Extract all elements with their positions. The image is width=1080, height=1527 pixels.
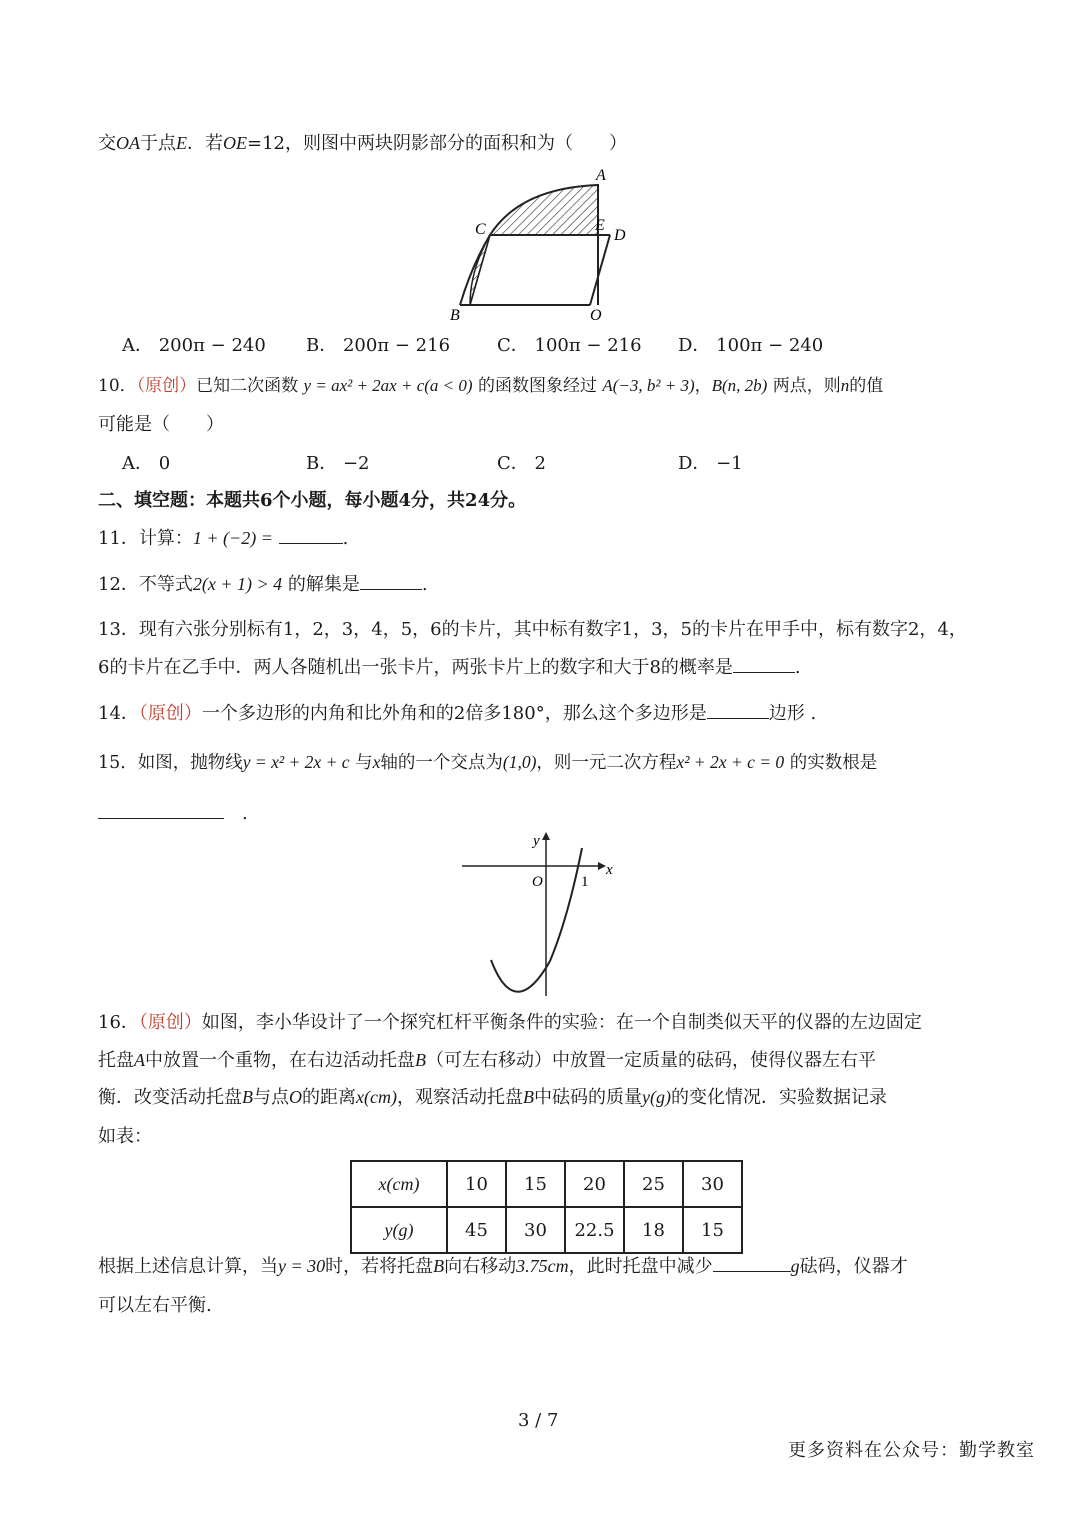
shaded-region-top — [490, 185, 598, 235]
table-cell: 30 — [683, 1161, 742, 1207]
label-e: E — [595, 217, 605, 234]
q16-line3: 衡．改变活动托盘B与点O的距离x(cm)，观察活动托盘B中砝码的质量y(g)的变化情况．实验数据记录 — [98, 1087, 887, 1108]
original-tag: （原创） — [136, 376, 197, 396]
original-tag: （原创） — [138, 1012, 202, 1033]
table-cell: 15 — [506, 1161, 565, 1207]
section-heading: 二、填空题：本题共6个小题，每小题4分，共24分。 — [98, 490, 527, 511]
parabola-curve — [491, 848, 582, 992]
label-x: x — [606, 862, 613, 878]
label-y: y — [533, 833, 540, 849]
label-one: 1 — [581, 874, 589, 890]
table-header-y: y(g) — [351, 1207, 447, 1253]
q13-answer-blank[interactable] — [733, 654, 795, 673]
q9-figure — [440, 160, 640, 325]
q13-line1: 13．现有六张分别标有1，2，3，4，5，6的卡片，其中标有数字1，3，5的卡片在甲手中，标有数字2，4， — [98, 619, 967, 640]
q15-figure — [460, 828, 620, 998]
table-cell: 18 — [624, 1207, 683, 1253]
label-d: D — [614, 227, 626, 244]
y-axis-arrow — [542, 832, 550, 840]
q16-after-line2: 可以左右平衡. — [98, 1295, 212, 1316]
q9-text: 交OA于点E．若OE=12，则图中两块阴影部分的面积和为（ ） — [98, 133, 627, 154]
label-c: C — [475, 221, 486, 238]
x-axis-arrow — [598, 862, 606, 870]
segment-do — [590, 235, 610, 305]
q16-answer-blank[interactable] — [713, 1253, 791, 1272]
q10-option-a[interactable]: A． 0 — [122, 453, 171, 474]
data-table — [350, 1160, 743, 1254]
q16-line4: 如表： — [98, 1126, 152, 1147]
q15-line2: . — [98, 800, 248, 827]
table-cell: 10 — [447, 1161, 506, 1207]
original-tag: （原创） — [138, 703, 202, 724]
q14: 14．（原创）一个多边形的内角和比外角和的2倍多180°，那么这个多边形是 边形 . — [98, 700, 816, 727]
q12-answer-blank[interactable] — [360, 571, 422, 590]
q16-line1: 16．（原创）如图，李小华设计了一个探究杠杆平衡条件的实验：在一个自制类似天平的仪器的左边固定 — [98, 1012, 922, 1033]
table-cell: 20 — [565, 1161, 624, 1207]
table-cell: 15 — [683, 1207, 742, 1253]
q12: 12．不等式2(x + 1) > 4 的解集是 . — [98, 571, 428, 598]
q9-option-a[interactable]: A． 200π − 240 — [122, 335, 266, 356]
table-row — [351, 1207, 742, 1253]
label-a: A — [596, 167, 606, 184]
q10-line2: 可能是（ ） — [98, 414, 224, 435]
q10-option-b[interactable]: B． −2 — [306, 453, 370, 474]
q11-answer-blank[interactable] — [279, 525, 343, 544]
label-o: O — [590, 307, 602, 324]
q9-option-b[interactable]: B． 200π − 216 — [306, 335, 451, 356]
page-number: 3 / 7 — [518, 1410, 559, 1431]
q14-answer-blank[interactable] — [707, 700, 769, 719]
q9-option-c[interactable]: C． 100π − 216 — [497, 335, 642, 356]
q10-line1: 10．（原创）已知二次函数 y = ax² + 2ax + c(a < 0) 的函数图象经过 A(−3, b² + 3)，B(n, 2b) 两点，则n的值 — [98, 376, 884, 396]
q15-line1: 15．如图，抛物线y = x² + 2x + c 与x轴的一个交点为(1,0)，则一元二次方程x² + 2x + c = 0 的实数根是 — [98, 752, 878, 773]
table-row — [351, 1161, 742, 1207]
table-cell: 25 — [624, 1161, 683, 1207]
table-cell: 22.5 — [565, 1207, 624, 1253]
q16-after-line1: 根据上述信息计算，当y = 30时，若将托盘B向右移动3.75cm，此时托盘中减少 g砝码，仪器才 — [98, 1253, 908, 1280]
q10-option-c[interactable]: C． 2 — [497, 453, 546, 474]
q9-option-d[interactable]: D． 100π − 240 — [678, 335, 824, 356]
footer-note: 更多资料在公众号：勤学教室 — [788, 1440, 1035, 1461]
table-cell: 30 — [506, 1207, 565, 1253]
table-header-x: x(cm) — [351, 1161, 447, 1207]
q10-option-d[interactable]: D． −1 — [678, 453, 743, 474]
q13-line2: 6的卡片在乙手中．两人各随机出一张卡片，两张卡片上的数字和大于8的概率是 . — [98, 654, 801, 681]
q16-line2: 托盘A中放置一个重物，在右边活动托盘B（可左右移动）中放置一定质量的砝码，使得仪器左右平 — [98, 1050, 876, 1071]
label-origin: O — [532, 874, 543, 890]
q15-answer-blank[interactable] — [98, 800, 224, 819]
table-cell: 45 — [447, 1207, 506, 1253]
label-b: B — [450, 307, 460, 324]
q11: 11．计算：1 + (−2) = . — [98, 525, 348, 552]
